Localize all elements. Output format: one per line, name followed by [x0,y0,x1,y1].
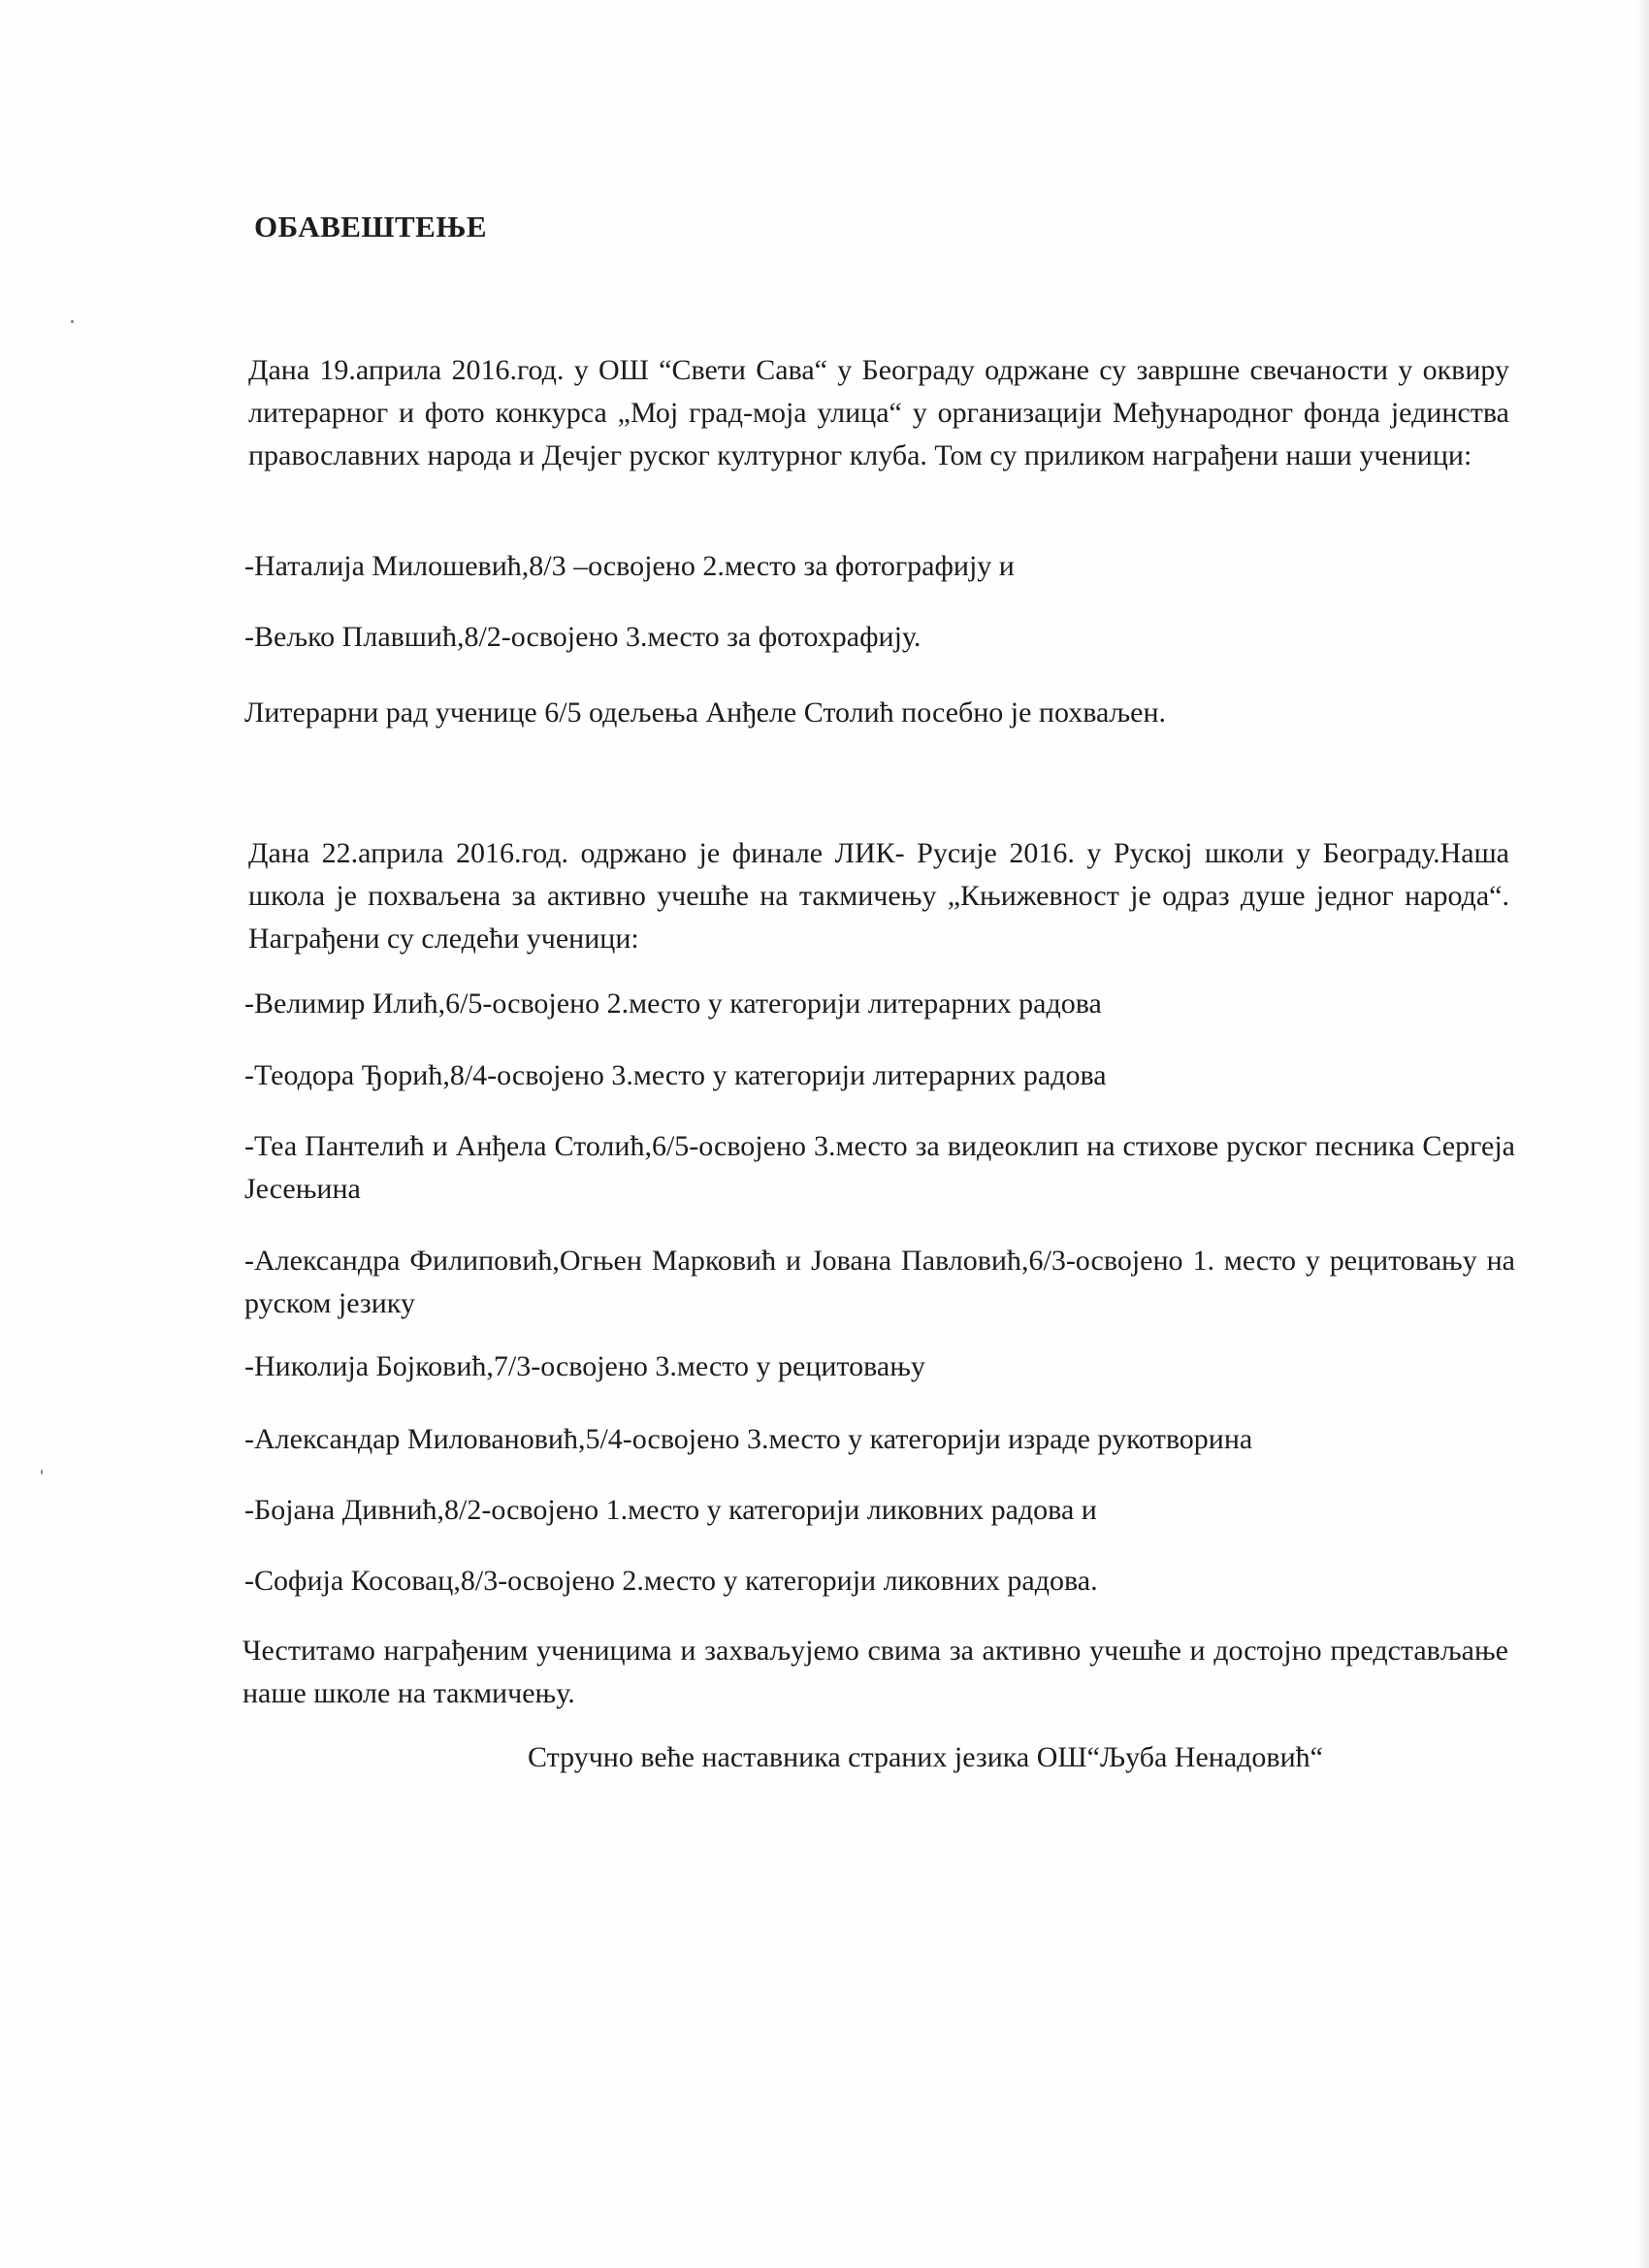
award-item: -Александра Филиповић,Огњен Марковић и Јована Павловић,6/3-освојено 1. место у рецитовању на руском језику [244,1245,1515,1319]
paragraph-ceremony: Дана 19.априла 2016.год. у ОШ “Свети Сава“ у Београду одржане су завршне свечаности у оквиру литерарног и фото конкурса „Мој град-моја улица“ у организацији Међународног фонда јединства православних народа и Дечјег руског културног клуба. Том су приликом награђени наши ученици: [248,354,1509,471]
award-item: -Теодора Ђорић,8/4-освојено 3.место у категорији литерарних радова [244,1059,1107,1091]
document-title: ОБАВЕШТЕЊЕ [254,210,488,243]
signature-line: Стручно веће наставника страних језика ОШ“Љуба Ненадовић“ [528,1741,1323,1773]
award-item: -Велимир Илић,6/5-освојено 2.место у категорији литерарних радова [244,988,1102,1020]
award-item: -Николија Бојковић,7/3-освојено 3.место у рецитовању [244,1350,925,1382]
award-item: -Наталија Милошевић,8/3 –освојено 2.место за фотографију и [244,550,1015,582]
award-item: -Бојана Дивнић,8/2-освојено 1.место у категорији ликовних радова и [244,1494,1097,1526]
paragraph-final: Дана 22.априла 2016.год. одржано је финале ЛИК- Русије 2016. у Руској школи у Београду.Наша школа је похваљена за активно учешће на такмичењу „Књижевност је одраз душе једног народа“. Награђени су следећи ученици: [248,837,1509,955]
award-item: -Теа Пантелић и Анђела Столић,6/5-освојено 3.место за видеоклип на стихове руског песника Сергеја Јесењина [244,1130,1515,1205]
praise-note: Литерарни рад ученице 6/5 одељења Анђеле Столић посебно је похваљен. [244,697,1167,729]
award-item: -Вељко Плавшић,8/2-освојено 3.место за фотохрафију. [244,621,922,653]
closing-paragraph: Честитамо награђеним ученицима и захваљујемо свима за активно учешће и достојно представљање наше школе на такмичењу. [242,1635,1508,1709]
award-item: -Софија Косовац,8/3-освојено 2.место у категорији ликовних радова. [244,1565,1098,1597]
scan-speck [41,1470,43,1474]
scan-edge-shadow [1635,0,1649,2268]
scan-speck [71,320,74,323]
award-item: -Александар Миловановић,5/4-освојено 3.место у категорији израде рукотворина [244,1423,1253,1455]
